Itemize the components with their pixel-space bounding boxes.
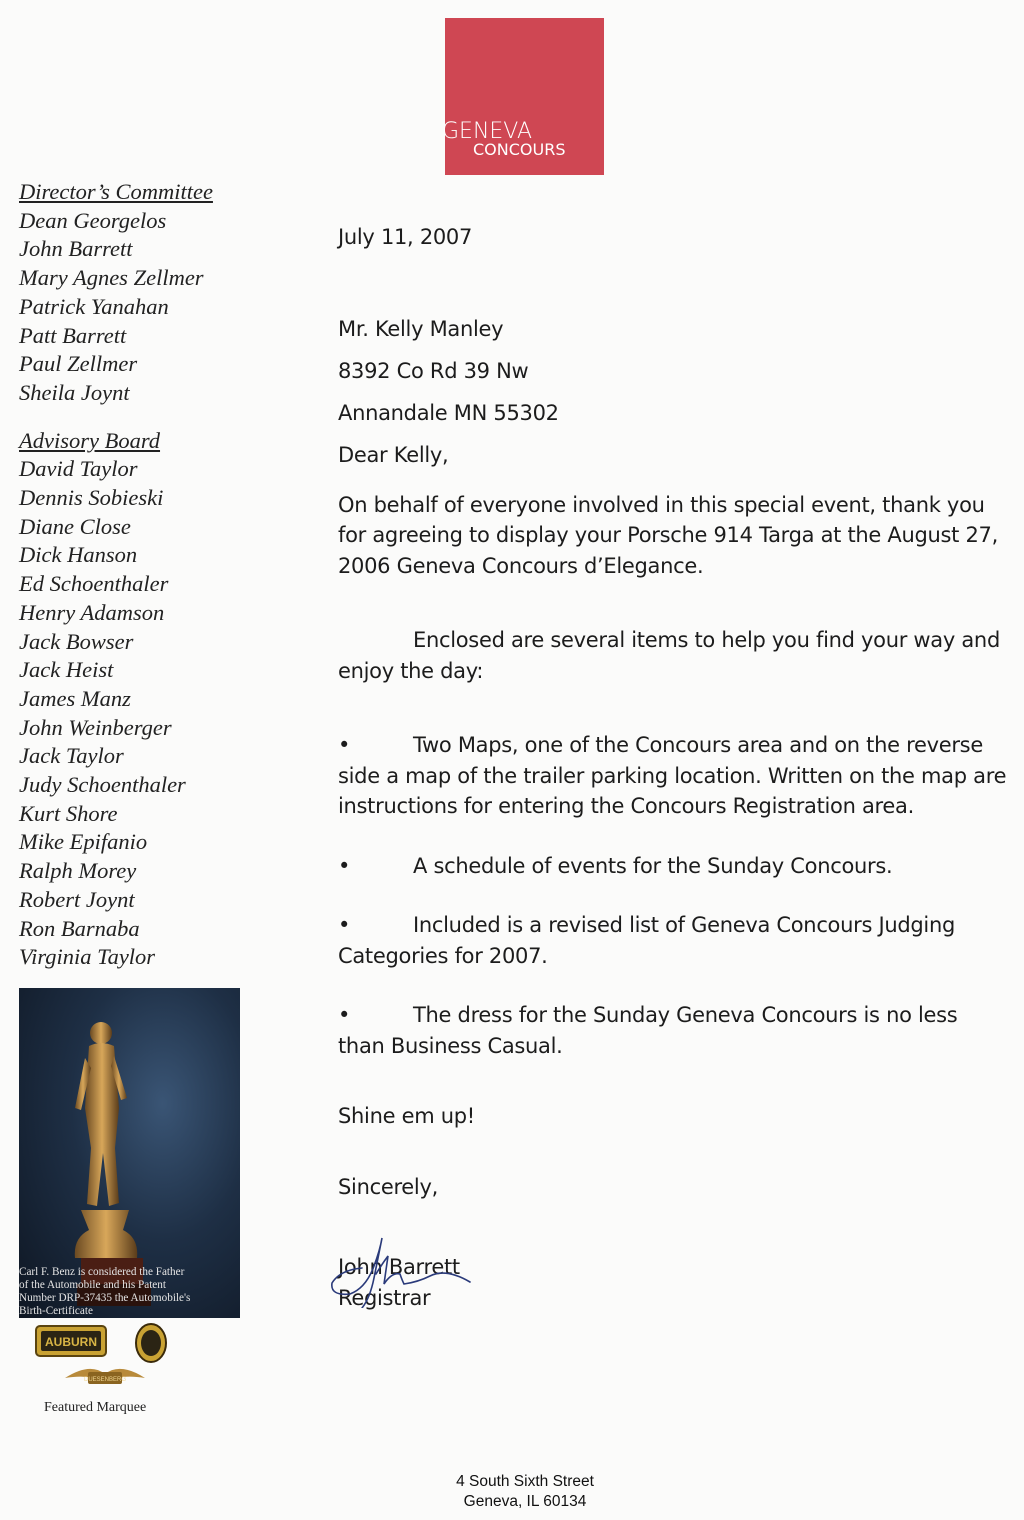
marque-badges: [30, 1322, 180, 1392]
footer-address: [420, 1472, 630, 1512]
duesenberg-label: DUESENBERG: [83, 1377, 127, 1383]
caption-line: Number DRP-37435 the Automobile's: [19, 1292, 191, 1304]
paragraph-intro: On behalf of everyone involved in this special event, thank you for agreeing to display your Porsche 914 Targa at the August 27, 2006 Geneva Concours d’Elegance.: [338, 492, 998, 578]
bullet-item: [338, 1000, 1008, 1061]
geneva-concours-logo: [442, 18, 604, 175]
caption-line: Birth-Certificate: [19, 1305, 93, 1317]
advisor-name: Henry Adamson: [19, 599, 165, 625]
bullet-item: [338, 910, 1008, 971]
bullet-symbol: •: [338, 1003, 351, 1027]
recipient-name: Mr. Kelly Manley: [338, 316, 504, 341]
footer-street: 4 South Sixth Street: [456, 1473, 594, 1490]
caption-line: of the Automobile and his Patent: [19, 1279, 166, 1291]
bullet-symbol: •: [338, 853, 351, 878]
advisor-name: Jack Heist: [19, 657, 114, 683]
paragraph-enclosed: Enclosed are several items to help you find your way and enjoy the day:: [338, 628, 1000, 683]
signer-title: Registrar: [338, 1285, 431, 1310]
director-name: Dean Georgelos: [19, 207, 167, 233]
sidebar-committee: [19, 178, 259, 972]
letter-body: [338, 222, 1008, 1313]
valediction: Sincerely,: [338, 1174, 438, 1199]
director-name: Sheila Joynt: [19, 379, 130, 405]
bullet-symbol: •: [338, 913, 351, 937]
handwritten-signature: [322, 1228, 482, 1308]
bullet-text: Included is a revised list of Geneva Concours Judging Categories for 2007.: [338, 913, 956, 968]
advisor-name: Mike Epifanio: [19, 829, 148, 855]
address-line-2: Annandale MN 55302: [338, 400, 559, 425]
directors-heading: Director’s Committee: [19, 179, 213, 204]
advisor-name: Jack Bowser: [19, 628, 134, 654]
caption-line: Carl F. Benz is considered the Father: [19, 1266, 185, 1278]
director-name: Patrick Yanahan: [19, 293, 169, 319]
director-name: Paul Zellmer: [19, 351, 138, 377]
benz-statue-photo: [19, 988, 240, 1318]
signer-name: John Barrett: [338, 1255, 460, 1279]
directors-list: [19, 207, 259, 408]
advisor-name: Ed Schoenthaler: [19, 571, 169, 597]
bullet-item: [338, 851, 1008, 882]
photo-caption: [19, 1266, 240, 1318]
director-name: Patt Barrett: [19, 322, 127, 348]
bullet-text: Two Maps, one of the Concours area and on the reverse side a map of the trailer parking location. Written on the map are instructions for entering the Concours Registration area.: [338, 733, 1007, 818]
advisor-name: Robert Joynt: [19, 886, 135, 912]
advisor-name: Dennis Sobieski: [19, 485, 164, 511]
advisor-name: David Taylor: [19, 456, 138, 482]
advisor-name: Diane Close: [19, 513, 131, 539]
advisor-name: Kurt Shore: [19, 800, 118, 826]
advisor-name: Virginia Taylor: [19, 944, 156, 970]
advisor-name: Ralph Morey: [19, 858, 137, 884]
featured-marquee-label: Featured Marquee: [44, 1400, 147, 1415]
letter-date: July 11, 2007: [338, 225, 473, 249]
advisor-name: Jack Taylor: [19, 743, 124, 769]
auburn-label: AUBURN: [45, 1335, 97, 1349]
advisory-list: [19, 455, 259, 972]
director-name: Mary Agnes Zellmer: [19, 265, 204, 291]
advisor-name: John Weinberger: [19, 714, 172, 740]
advisor-name: Dick Hanson: [19, 542, 138, 568]
footer-city: Geneva, IL 60134: [463, 1493, 587, 1510]
advisory-heading: Advisory Board: [19, 427, 161, 453]
closing-line: Shine em up!: [338, 1104, 475, 1128]
bullet-item: [338, 730, 1008, 822]
advisor-name: Ron Barnaba: [19, 915, 140, 941]
logo-line-2: CONCOURS: [473, 140, 566, 159]
director-name: John Barrett: [19, 236, 133, 262]
salutation: Dear Kelly,: [338, 442, 449, 467]
address-line-1: 8392 Co Rd 39 Nw: [338, 358, 529, 383]
bullet-symbol: •: [338, 733, 351, 757]
advisor-name: James Manz: [19, 685, 131, 711]
bullet-text: The dress for the Sunday Geneva Concours is no less than Business Casual.: [338, 1003, 958, 1058]
logo-line-1: GENEVA: [442, 119, 532, 144]
advisor-name: Judy Schoenthaler: [19, 772, 186, 798]
bullet-text: A schedule of events for the Sunday Concours.: [413, 853, 893, 878]
